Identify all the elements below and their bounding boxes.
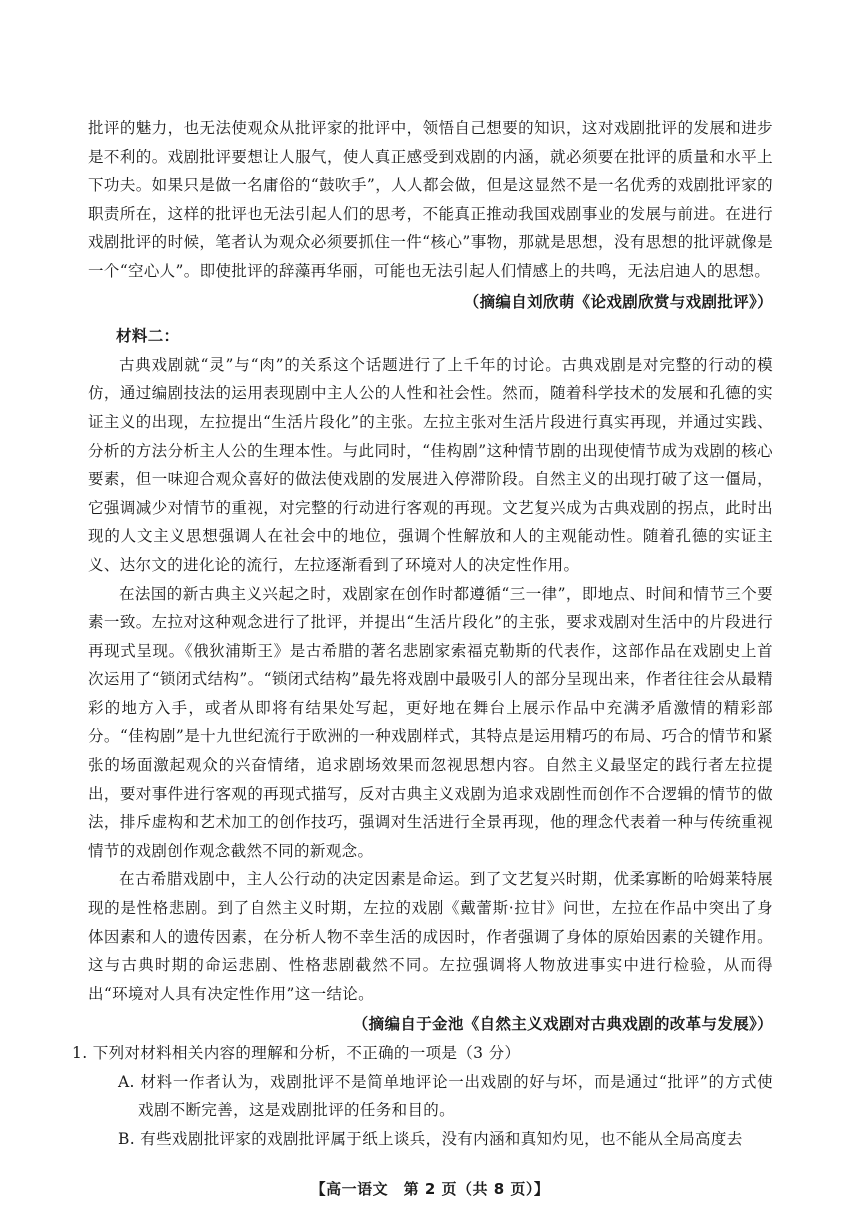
source-citation-2: （摘编自于金池《自然主义戏剧对古典戏剧的改革与发展》） xyxy=(352,1014,773,1034)
material-2-heading: 材料二： xyxy=(116,326,180,346)
page-footer: 【高一语文 第 2 页（共 8 页）】 xyxy=(310,1180,550,1198)
question-1-option-b xyxy=(118,1125,773,1154)
question-1-option-a xyxy=(118,1068,773,1125)
page-content xyxy=(72,114,773,1153)
question-1-stem: 1. 下列对材料相关内容的理解和分析，不正确的一项是（3 分） xyxy=(72,1044,521,1062)
option-a-text: A. 材料一作者认为，戏剧批评不是简单地评论一出戏剧的好与坏，而是通过“批评”的方式使戏剧不断完善，这是戏剧批评的任务和目的。 xyxy=(118,1072,773,1120)
option-b-text: B. 有些戏剧批评家的戏剧批评属于纸上谈兵，没有内涵和真知灼见，也不能从全局高度去 xyxy=(118,1129,743,1148)
continued-paragraph: 批评的魅力，也无法使观众从批评家的批评中，领悟自己想要的知识，这对戏剧批评的发展和进步是不利的。戏剧批评要想让人服气，使人真正感受到戏剧的内涵，就必须要在批评的质量和水平上下功夫。如果只是做一名庸俗的“鼓吹手”，人人都会做，但是这显然不是一名优秀的戏剧批评家的职责所在，这样的批评也无法引起人们的思考，不能真正推动我国戏剧事业的发展与前进。在进行戏剧批评的时候，笔者认为观众必须要抓住一件“核心”事物，那就是思想，没有思想的批评就像是一个“空心人”。即使批评的辞藻再华丽，可能也无法引起人们情感上的共鸣，无法启迪人的思想。 xyxy=(88,119,773,280)
material-2-paragraph-3: 在古希腊戏剧中，主人公行动的决定因素是命运。到了文艺复兴时期，优柔寡断的哈姆莱特展现的是性格悲剧。到了自然主义时期，左拉的戏剧《戴蕾斯·拉甘》问世，左拉在作品中突出了身体因素和人的遗传因素，在分析人物不幸生活的成因时，作者强调了身体的原始因素的关键作用。这与古典时期的命运悲剧、性格悲剧截然不同。左拉强调将人物放进事实中进行检验，从而得出“环境对人具有决定性作用”这一结论。 xyxy=(88,870,773,1003)
material-2-paragraph-2: 在法国的新古典主义兴起之时，戏剧家在创作时都遵循“三一律”，即地点、时间和情节三个要素一致。左拉对这种观念进行了批评，并提出“生活片段化”的主张，要求戏剧对生活中的片段进行再现式呈现。《俄狄浦斯王》是古希腊的著名悲剧家索福克勒斯的代表作，这部作品在戏剧史上首次运用了“锁闭式结构”。“锁闭式结构”最先将戏剧中最吸引人的部分呈现出来，作者往往会从最精彩的地方入手，或者从即将有结果处写起，更好地在舞台上展示作品中充满矛盾激情的精彩部分。“佳构剧”是十九世纪流行于欧洲的一种戏剧样式，其特点是运用精巧的布局、巧合的情节和紧张的场面激起观众的兴奋情绪，追求剧场效果而忽视思想内容。自然主义最坚定的践行者左拉提出，要对事件进行客观的再现式描写，反对古典主义戏剧为追求戏剧性而创作不合逻辑的情节的做法，排斥虚构和艺术加工的创作技巧，强调对生活进行全景再现，他的理念代表着一种与传统重视情节的戏剧创作观念截然不同的新观念。 xyxy=(88,584,773,860)
source-citation-1: （摘编自刘欣萌《论戏剧欣赏与戏剧批评》） xyxy=(463,291,773,311)
material-2-paragraph-1: 古典戏剧就“灵”与“肉”的关系这个话题进行了上千年的讨论。古典戏剧是对完整的行动的模仿，通过编剧技法的运用表现剧中主人公的人性和社会性。然而，随着科学技术的发展和孔德的实证主义的出现，左拉提出“生活片段化”的主张。左拉主张对生活片段进行真实再现，并通过实践、分析的方法分析主人公的生理本性。与此同时，“佳构剧”这种情节剧的出现使情节成为戏剧的核心要素，但一味迎合观众喜好的做法使戏剧的发展进入停滞阶段。自然主义的出现打破了这一僵局，它强调减少对情节的重视，对完整的行动进行客观的再现。文艺复兴成为古典戏剧的拐点，此时出现的人文主义思想强调人在社会中的地位，强调个性解放和人的主观能动性。随着孔德的实证主义、达尔文的进化论的流行，左拉逐渐看到了环境对人的决定性作用。 xyxy=(88,355,773,574)
